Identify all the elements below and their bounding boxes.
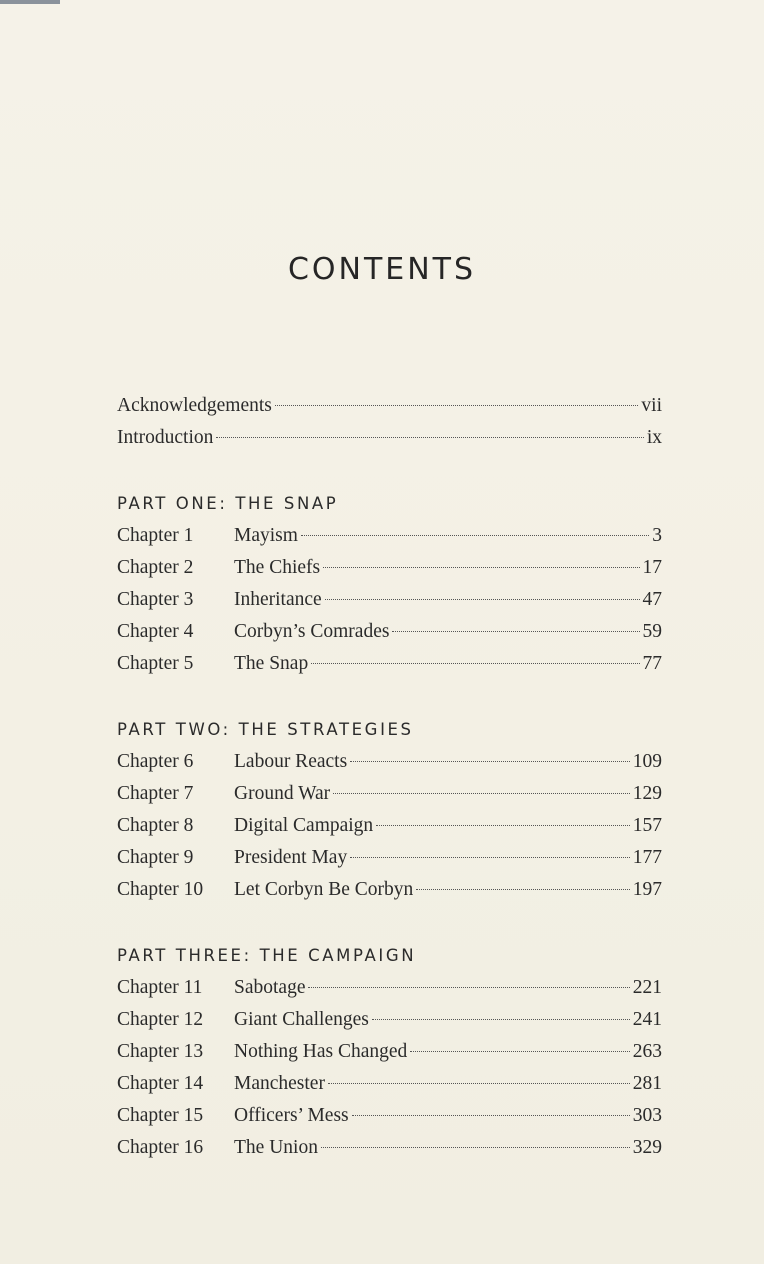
- dot-leader: [416, 888, 629, 890]
- dot-leader: [410, 1050, 629, 1052]
- dot-leader: [321, 1146, 630, 1148]
- entry-title: Ground War: [234, 783, 331, 804]
- chapter-entry: [117, 972, 662, 1004]
- page-number: 281: [632, 1073, 662, 1094]
- entry-title: Let Corbyn Be Corbyn: [234, 879, 414, 900]
- chapter-entry: [117, 552, 662, 584]
- page-number: vii: [641, 395, 662, 416]
- front-matter-entry: [117, 422, 662, 454]
- chapter-number: Chapter 15: [117, 1105, 204, 1126]
- entry-title: Sabotage: [234, 977, 306, 998]
- chapter-number: Chapter 3: [117, 589, 194, 610]
- chapter-number: Chapter 11: [117, 977, 203, 998]
- dot-leader: [333, 792, 630, 794]
- chapter-entry: [117, 746, 662, 778]
- part-heading: PART TWO: THE STRATEGIES: [117, 720, 414, 739]
- chapter-number: Chapter 10: [117, 879, 204, 900]
- chapter-entry: [117, 1132, 662, 1164]
- chapter-number: Chapter 8: [117, 815, 194, 836]
- chapter-entry: [117, 778, 662, 810]
- dot-leader: [350, 760, 630, 762]
- entry-title: Officers’ Mess: [234, 1105, 349, 1126]
- chapter-number: Chapter 4: [117, 621, 194, 642]
- entry-title: Digital Campaign: [234, 815, 374, 836]
- page-number: 221: [632, 977, 662, 998]
- dot-leader: [325, 598, 640, 600]
- chapter-number: Chapter 9: [117, 847, 194, 868]
- entry-title: Inheritance: [234, 589, 322, 610]
- dot-leader: [323, 566, 639, 568]
- dot-leader: [328, 1082, 630, 1084]
- chapter-number: Chapter 7: [117, 783, 194, 804]
- chapter-entry: [117, 1036, 662, 1068]
- entry-title: The Snap: [234, 653, 309, 674]
- page-number: 47: [642, 589, 662, 610]
- page-edge-shadow: [0, 0, 60, 4]
- dot-leader: [376, 824, 630, 826]
- dot-leader: [216, 436, 643, 438]
- page-number: 241: [632, 1009, 662, 1030]
- chapter-number: Chapter 14: [117, 1073, 204, 1094]
- page-number: 197: [632, 879, 662, 900]
- section-spacer: [117, 680, 662, 714]
- page-number: 329: [632, 1137, 662, 1158]
- section-spacer: [117, 906, 662, 940]
- part-heading: PART THREE: THE CAMPAIGN: [117, 946, 417, 965]
- page-number: 3: [652, 525, 662, 546]
- dot-leader: [352, 1114, 630, 1116]
- chapter-entry: [117, 1004, 662, 1036]
- page-number: 17: [642, 557, 662, 578]
- entry-title: President May: [234, 847, 348, 868]
- chapter-entry: [117, 520, 662, 552]
- entry-title: Giant Challenges: [234, 1009, 369, 1030]
- part-heading: PART ONE: THE SNAP: [117, 494, 339, 513]
- chapter-number: Chapter 5: [117, 653, 194, 674]
- chapter-number: Chapter 2: [117, 557, 194, 578]
- chapter-entry: [117, 648, 662, 680]
- chapter-entry: [117, 1068, 662, 1100]
- page-number: 303: [632, 1105, 662, 1126]
- page-title: CONTENTS: [287, 252, 477, 287]
- section-spacer: [117, 454, 662, 488]
- dot-leader: [372, 1018, 630, 1020]
- chapter-entry: [117, 1100, 662, 1132]
- page-number: 77: [642, 653, 662, 674]
- page-number: 109: [632, 751, 662, 772]
- page-number: 59: [642, 621, 662, 642]
- chapter-number: Chapter 1: [117, 525, 194, 546]
- chapter-number: Chapter 6: [117, 751, 194, 772]
- chapter-number: Chapter 16: [117, 1137, 204, 1158]
- front-matter-entry: [117, 390, 662, 422]
- entry-title: Labour Reacts: [234, 751, 348, 772]
- chapter-number: Chapter 12: [117, 1009, 204, 1030]
- chapter-entry: [117, 584, 662, 616]
- entry-title: Nothing Has Changed: [234, 1041, 408, 1062]
- chapter-entry: [117, 810, 662, 842]
- chapter-number: Chapter 13: [117, 1041, 204, 1062]
- page-number: 263: [632, 1041, 662, 1062]
- dot-leader: [311, 662, 639, 664]
- page-number: 177: [632, 847, 662, 868]
- page-number: ix: [646, 427, 662, 448]
- entry-title: Introduction: [117, 427, 214, 448]
- dot-leader: [392, 630, 639, 632]
- entry-title: Acknowledgements: [117, 395, 272, 416]
- chapter-entry: [117, 874, 662, 906]
- entry-title: Manchester: [234, 1073, 325, 1094]
- dot-leader: [308, 986, 629, 988]
- entry-title: The Chiefs: [234, 557, 321, 578]
- dot-leader: [275, 404, 639, 406]
- table-of-contents: [117, 390, 662, 1164]
- chapter-entry: [117, 616, 662, 648]
- page-number: 129: [632, 783, 662, 804]
- chapter-entry: [117, 842, 662, 874]
- dot-leader: [350, 856, 630, 858]
- dot-leader: [301, 534, 649, 536]
- entry-title: The Union: [234, 1137, 318, 1158]
- entry-title: Corbyn’s Comrades: [234, 621, 390, 642]
- entry-title: Mayism: [234, 525, 298, 546]
- page-number: 157: [632, 815, 662, 836]
